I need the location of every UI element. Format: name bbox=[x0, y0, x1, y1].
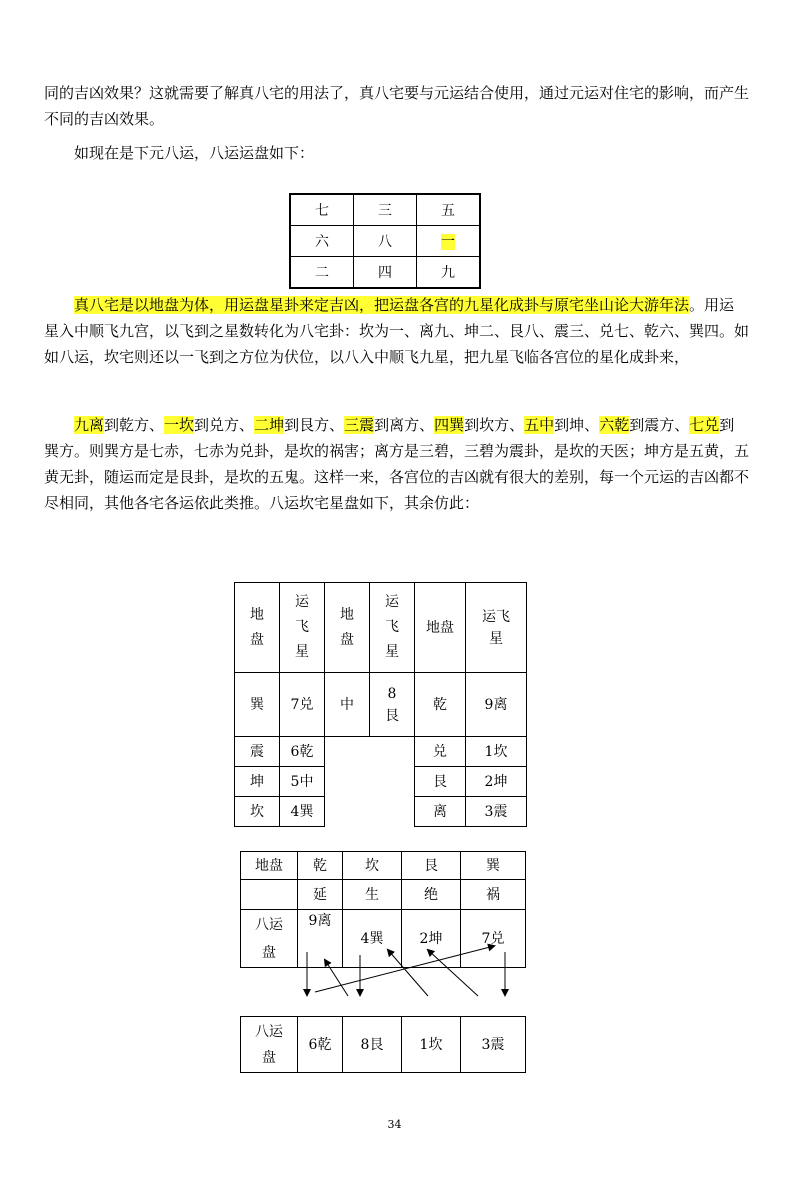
header-cell: 地盘 bbox=[415, 583, 466, 673]
p4-seg: 五中 bbox=[524, 416, 555, 434]
cell: 坎 bbox=[235, 797, 280, 827]
p4-seg: 到乾方、 bbox=[104, 416, 165, 434]
yun-cell: 三 bbox=[354, 194, 417, 226]
star-plate-table bbox=[234, 582, 527, 827]
cell: 八运盘 bbox=[241, 1017, 298, 1073]
cell: 震 bbox=[235, 737, 280, 767]
p4-seg: 到艮方、 bbox=[284, 416, 345, 434]
yun-cell: 六 bbox=[290, 226, 354, 257]
header-cell: 运飞星 bbox=[370, 583, 415, 673]
cell: 延 bbox=[298, 880, 343, 910]
yun-cell: 二 bbox=[290, 257, 354, 289]
cell bbox=[241, 880, 298, 910]
p4-seg: 到离方、 bbox=[374, 416, 435, 434]
cell: 4巽 bbox=[280, 797, 325, 827]
cell: 6乾 bbox=[280, 737, 325, 767]
paragraph-3-highlight: 真八宅是以地盘为体，用运盘星卦来定吉凶，把运盘各宫的九星化成卦与原宅坐山论大游年法 bbox=[74, 296, 690, 314]
cell: 9离 bbox=[466, 673, 527, 737]
empty-center bbox=[325, 737, 415, 827]
cell: 7兑 bbox=[280, 673, 325, 737]
cell: 3震 bbox=[461, 1017, 526, 1073]
yun-cell-highlight: 一 bbox=[417, 226, 481, 257]
cell: 8艮 bbox=[343, 1017, 402, 1073]
yun-cell: 七 bbox=[290, 194, 354, 226]
cell: 艮 bbox=[415, 767, 466, 797]
cell: 7兑 bbox=[461, 910, 526, 968]
yun-cell: 八 bbox=[354, 226, 417, 257]
header-cell: 运飞星 bbox=[280, 583, 325, 673]
cell: 3震 bbox=[466, 797, 527, 827]
paragraph-2: 如现在是下元八运，八运运盘如下： bbox=[74, 144, 315, 162]
p4-seg: 到坎方、 bbox=[464, 416, 525, 434]
cell: 1坎 bbox=[466, 737, 527, 767]
p4-seg: 六乾 bbox=[599, 416, 630, 434]
cell: 八运盘 bbox=[241, 910, 298, 968]
header-cell: 地盘 bbox=[235, 583, 280, 673]
cell: 绝 bbox=[402, 880, 461, 910]
cell: 兑 bbox=[415, 737, 466, 767]
cell: 巽 bbox=[235, 673, 280, 737]
yun-cell: 五 bbox=[417, 194, 481, 226]
p4-seg: 到巽方。则巽方是七赤，七赤为兑卦，是坎的祸害；离方是三碧，三碧为震卦，是坎的天医；坤方是五黄，五黄无卦，随运而定是艮卦，是坎的五鬼。这样一来，各宫位的吉凶就有很大的差别，每一个元运的吉凶都不尽相同，其他各宅各运依此类推。八运坎宅星盘如下，其余仿此： bbox=[44, 416, 750, 512]
cell: 乾 bbox=[298, 852, 343, 880]
cell: 祸 bbox=[461, 880, 526, 910]
yun-cell: 九 bbox=[417, 257, 481, 289]
p4-seg: 四巽 bbox=[434, 416, 465, 434]
cell: 巽 bbox=[461, 852, 526, 880]
header-cell: 地盘 bbox=[325, 583, 370, 673]
cell: 坎 bbox=[343, 852, 402, 880]
cell: 9离 bbox=[298, 910, 343, 968]
p4-seg: 九离 bbox=[74, 416, 105, 434]
cell: 中 bbox=[325, 673, 370, 737]
p4-seg: 七兑 bbox=[689, 416, 720, 434]
cell: 6乾 bbox=[298, 1017, 343, 1073]
paragraph-3-text: 。用运星入中顺飞九宫，以飞到之星数转化为八宅卦：坎为一、离九、坤二、艮八、震三、兑七、乾六、巽四。如如八运，坎宅则还以一飞到之方位为伏位，以八入中顺飞九星，把九星飞临各宫位的星化成卦来， bbox=[44, 296, 750, 366]
p4-seg: 三震 bbox=[344, 416, 375, 434]
paragraph-1: 同的吉凶效果？这就需要了解真八宅的用法了，真八宅要与元运结合使用，通过元运对住宅的影响，而产生不同的吉凶效果。 bbox=[44, 84, 750, 128]
page-number: 34 bbox=[387, 1118, 402, 1131]
paragraph-4 bbox=[44, 412, 749, 516]
yun-cell: 四 bbox=[354, 257, 417, 289]
result-table bbox=[240, 1016, 526, 1073]
palace-table bbox=[240, 851, 526, 968]
cell: 乾 bbox=[415, 673, 466, 737]
header-cell: 运飞星 bbox=[466, 583, 527, 673]
cell: 坤 bbox=[235, 767, 280, 797]
paragraph-3 bbox=[44, 292, 749, 370]
p4-seg: 到坤、 bbox=[554, 416, 600, 434]
cell: 2坤 bbox=[402, 910, 461, 968]
cell: 离 bbox=[415, 797, 466, 827]
cell: 生 bbox=[343, 880, 402, 910]
p4-seg: 到震方、 bbox=[629, 416, 690, 434]
cell: 地盘 bbox=[241, 852, 298, 880]
cell: 5中 bbox=[280, 767, 325, 797]
cell: 2坤 bbox=[466, 767, 527, 797]
p4-seg: 二坤 bbox=[254, 416, 285, 434]
cell: 1坎 bbox=[402, 1017, 461, 1073]
cell: 4巽 bbox=[343, 910, 402, 968]
cell: 艮 bbox=[402, 852, 461, 880]
cell: 8艮 bbox=[370, 673, 415, 737]
p4-seg: 到兑方、 bbox=[194, 416, 255, 434]
p4-seg: 一坎 bbox=[164, 416, 195, 434]
yun-pan-grid bbox=[289, 193, 481, 289]
